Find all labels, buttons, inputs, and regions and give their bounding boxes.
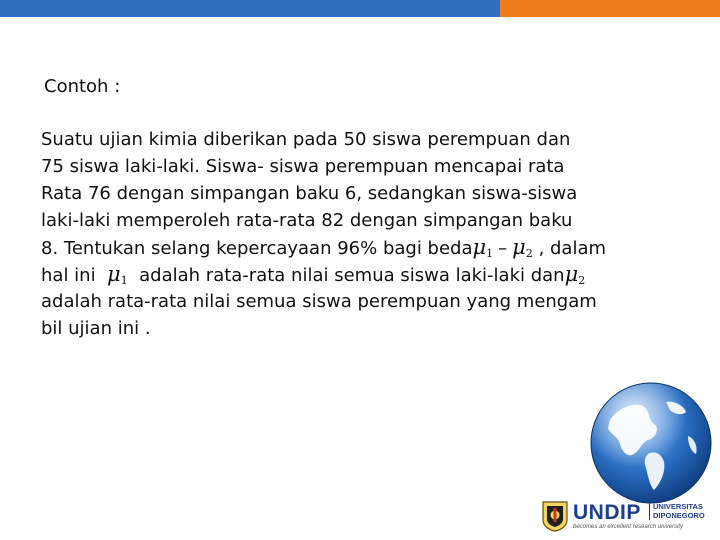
problem-text (41, 126, 691, 342)
text-line-6-start: hal ini (41, 265, 96, 286)
top-bar-orange-segment (500, 0, 720, 17)
mu1-minus-mu2-formula: $\mu_1 - \mu_2$ (472, 235, 533, 260)
text-line-5 (41, 234, 691, 261)
undip-seal-icon (541, 500, 569, 532)
globe-icon (588, 380, 714, 506)
mu2-symbol: $\mu_2$ (564, 262, 586, 287)
slide-heading: Contoh : (44, 76, 121, 97)
undip-wordmark: UNDIP (573, 501, 641, 524)
text-line-6-mid: adalah rata-rata nilai semua siswa laki-laki dan (139, 265, 565, 286)
text-line-5-end: , dalam (538, 238, 607, 259)
text-line-1: Suatu ujian kimia diberikan pada 50 siswa perempuan dan (41, 129, 571, 150)
text-line-5-main: 8. Tentukan selang kepercayaan 96% bagi beda (41, 238, 473, 259)
text-line-7: adalah rata-rata nilai semua siswa perempuan yang mengam (41, 291, 597, 312)
university-name: UNIVERSITAS DIPONEGORO (649, 502, 705, 520)
text-line-3: Rata 76 dengan simpangan baku 6, sedangkan siswa-siswa (41, 183, 578, 204)
mu1-symbol: $\mu_1$ (107, 262, 128, 287)
logo-tagline: becomes an excellent research university (573, 524, 684, 530)
text-line-2: 75 siswa laki-laki. Siswa- siswa perempuan mencapai rata (41, 156, 565, 177)
undip-logo (539, 498, 717, 536)
text-line-8: bil ujian ini . (41, 318, 151, 339)
top-accent-bar (0, 0, 720, 17)
text-line-4: laki-laki memperoleh rata-rata 82 dengan simpangan baku (41, 210, 573, 231)
top-bar-blue-segment (0, 0, 500, 17)
text-line-6 (41, 261, 691, 288)
